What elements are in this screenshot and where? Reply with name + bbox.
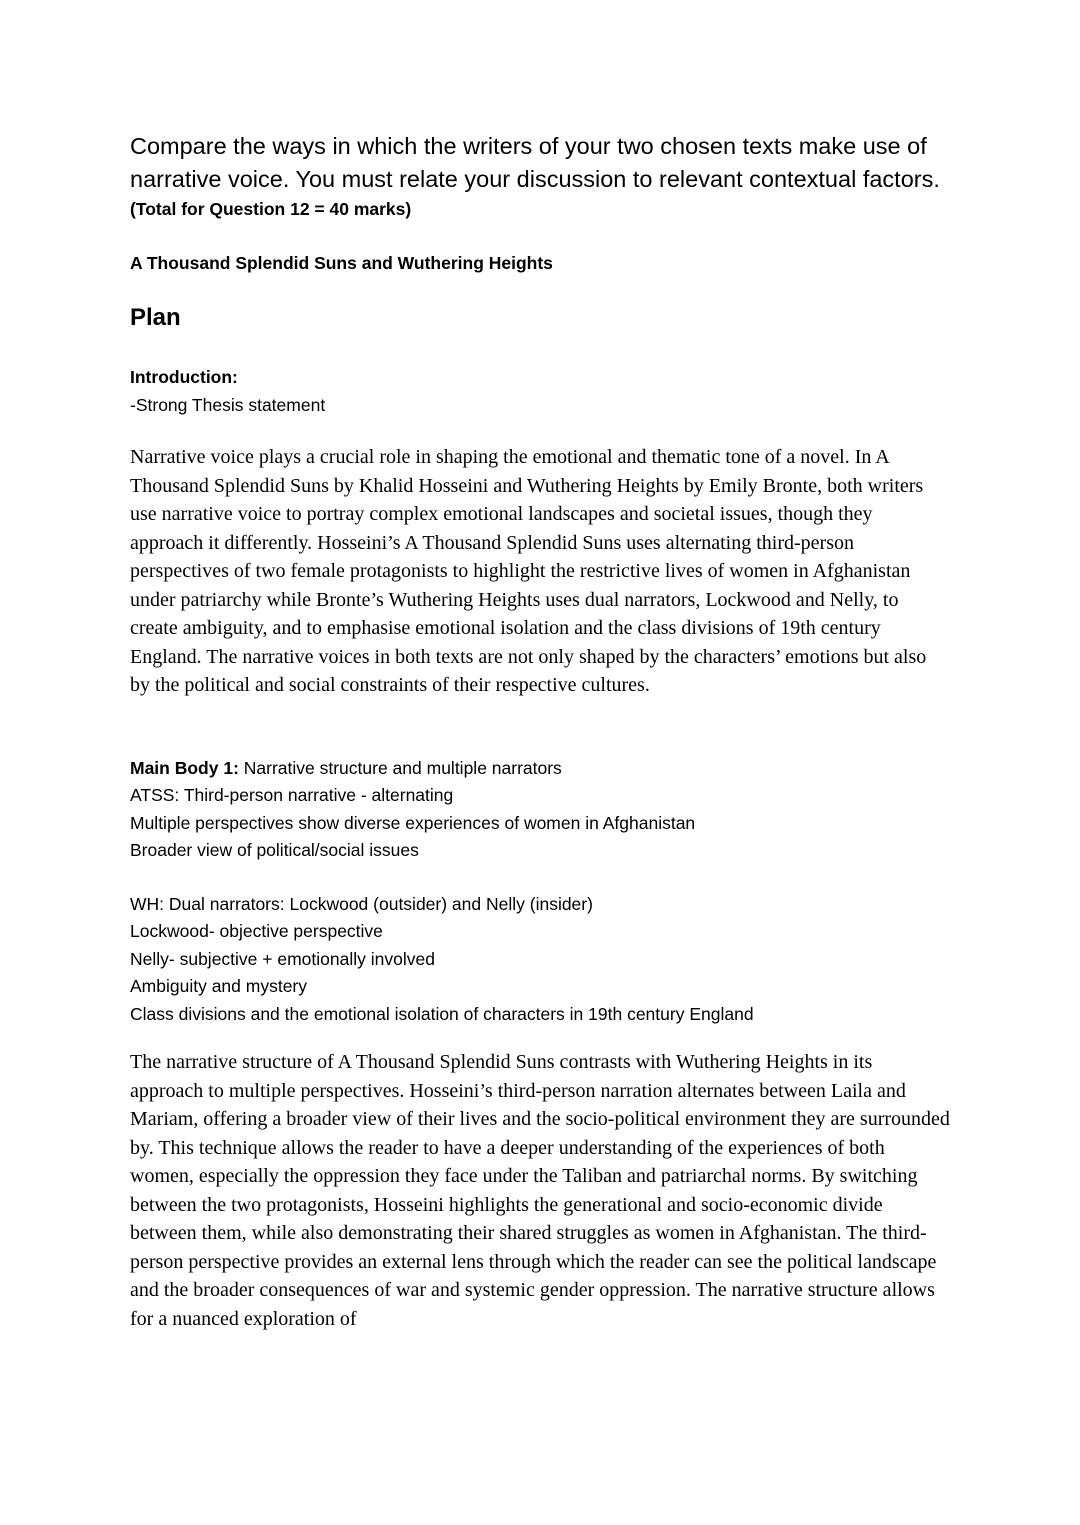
chosen-texts-title: A Thousand Splendid Suns and Wuthering Heights [130, 252, 553, 273]
plan-heading: Plan [130, 304, 181, 331]
introduction-point: -Strong Thesis statement [130, 394, 326, 415]
main-body-1-heading [130, 755, 950, 783]
atss-point: Multiple perspectives show diverse experiences of women in Afghanistan [130, 812, 696, 833]
intro-paragraph: Narrative voice plays a crucial role in shaping the emotional and thematic tone of a novel. In A Thousand Splendid Suns by Khalid Hosseini and Wuthering Heights by Emily Bronte, both writers use narrative voice to portray complex emotional landscapes and societal issues, though they approach it differently. Hosseini’s A Thousand Splendid Suns uses alternating third-person perspectives of two female protagonists to highlight the restrictive lives of women in Afghanistan under patriarchy while Bronte’s Wuthering Heights uses dual narrators, Lockwood and Nelly, to create ambiguity, and to emphasise emotional isolation and the class divisions of 19th century England. The narrative voices in both texts are not only shaped by the characters’ emotions but also by the political and social constraints of their respective cultures. [130, 446, 927, 696]
main-body-1-title: Narrative structure and multiple narrators [238, 757, 562, 778]
wuthering-heights-section [130, 891, 950, 1029]
atss-point: Broader view of political/social issues [130, 840, 419, 860]
body-paragraph: The narrative structure of A Thousand Splendid Suns contrasts with Wuthering Heights in its approach to multiple perspectives. Hosseini’s third-person narration alternates between Laila and Mariam, offering a broader view of their lives and the socio-political environment they are surrounded by. This technique allows the reader to have a deeper understanding of the experiences of both women, especially the oppression they face under the Taliban and patriarchal norms. By switching between the two protagonists, Hosseini highlights the generational and socio-economic divide between them, while also demonstrating their shared struggles as women in Afghanistan. The third-person perspective provides an external lens through which the reader can see the political landscape and the broader consequences of war and systemic gender oppression. The narrative structure allows for a nuanced exploration of [130, 1051, 950, 1330]
wh-point: Lockwood- objective perspective [130, 921, 383, 941]
wh-point: WH: Dual narrators: Lockwood (outsider) and Nelly (insider) [130, 893, 593, 914]
wh-point: Nelly- subjective + emotionally involved [130, 948, 435, 969]
main-body-1-label: Main Body 1: [130, 757, 239, 778]
wh-point: Class divisions and the emotional isolation of characters in 19th century England [130, 1003, 754, 1024]
atss-point: ATSS: Third-person narrative - alternating [130, 785, 454, 805]
question-prompt: Compare the ways in which the writers of your two chosen texts make use of narrative voice. You must relate your discussion to relevant contextual factors. [130, 133, 940, 192]
main-body-1-section [130, 755, 950, 865]
introduction-label: Introduction: [130, 367, 238, 387]
wh-point: Ambiguity and mystery [130, 976, 308, 996]
question-total-marks: (Total for Question 12 = 40 marks) [130, 199, 412, 219]
